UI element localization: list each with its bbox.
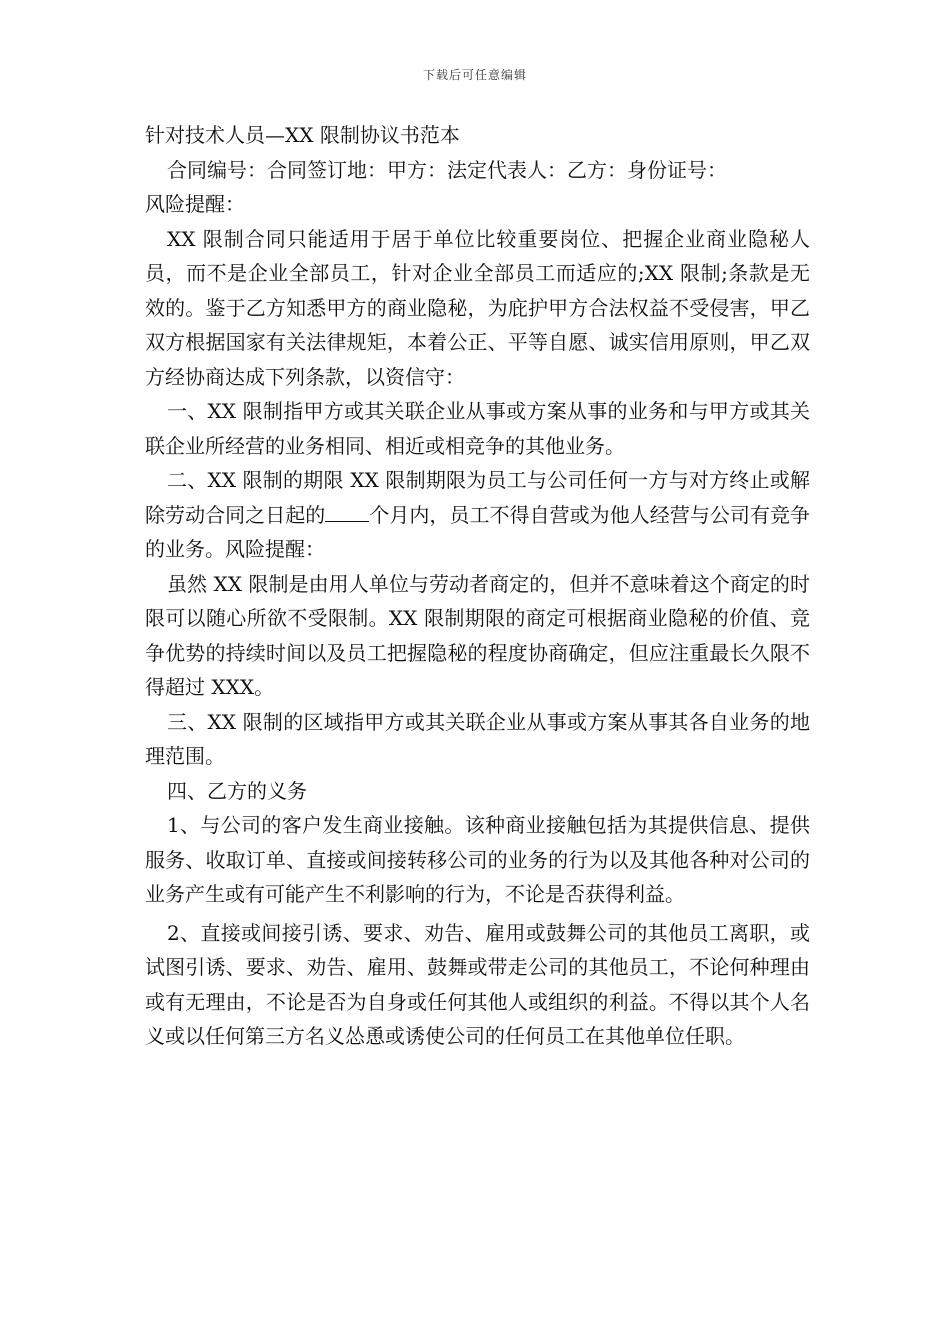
document-title: 针对技术人员—XX 限制协议书范本	[145, 123, 460, 147]
section-3: 三、XX 限制的区域指甲方或其关联企业从事或方案从事其各自业务的地理范围。	[145, 709, 810, 768]
header-note: 下载后可任意编辑	[422, 68, 527, 82]
section-2-text-after: 个月内，员工不得自营或为他人经营与公司有竞争的业务。风险提醒：	[145, 502, 811, 561]
section-2	[145, 463, 810, 567]
paragraph-term-note: 虽然 XX 限制是由用人单位与劳动者商定的，但并不意味着这个商定的时限可以随心所欲不受限制。XX 限制期限的商定可根据商业隐秘的价值、竞争优势的持续时间以及员工把握隐秘的程度协商确定，但应注重最长久限不得超过 XXX。	[145, 571, 810, 699]
obligation-item-1: 1、与公司的客户发生商业接触。该种商业接触包括为其提供信息、提供服务、收取订单、直接或间接转移公司的业务的行为以及其他各种对公司的业务产生或有可能产生不利影响的行为，不论是否获得利益。	[145, 813, 810, 906]
document-body	[145, 118, 810, 1054]
contract-info-line: 合同编号：合同签订地：甲方：法定代表人：乙方：身份证号：	[167, 157, 727, 182]
section-1: 一、XX 限制指甲方或其关联企业从事或方案从事的业务和与甲方或其关联企业所经营的业务相同、相近或相竞争的其他业务。	[145, 399, 810, 458]
months-blank	[325, 503, 369, 522]
section-2-text-before: 二、XX 限制的期限 XX 限制期限为员工与公司任何一方与对方终止或解除劳动合同之日起的	[145, 468, 810, 527]
risk-reminder-label: 风险提醒：	[145, 192, 245, 216]
paragraph-intro: XX 限制合同只能适用于居于单位比较重要岗位、把握企业商业隐秘人员，而不是企业全部员工，针对企业全部员工而适应的;XX 限制;条款是无效的。鉴于乙方知悉甲方的商业隐秘，为庇护甲方合法权益不受侵害，甲乙双方根据国家有关法律规矩，本着公正、平等自愿、诚实信用原则，甲乙双方经协商达成下列条款，以资信守：	[145, 226, 810, 389]
section-4-heading: 四、乙方的义务	[167, 778, 307, 803]
obligation-item-2: 2、直接或间接引诱、要求、劝告、雇用或鼓舞公司的其他员工离职，或试图引诱、要求、劝告、雇用、鼓舞或带走公司的其他员工，不论何种理由或有无理由，不论是否为自身或任何其他人或组织的利益。不得以其个人名义或以任何第三方名义怂恿或诱使公司的任何员工在其他单位任职。	[145, 920, 810, 1048]
